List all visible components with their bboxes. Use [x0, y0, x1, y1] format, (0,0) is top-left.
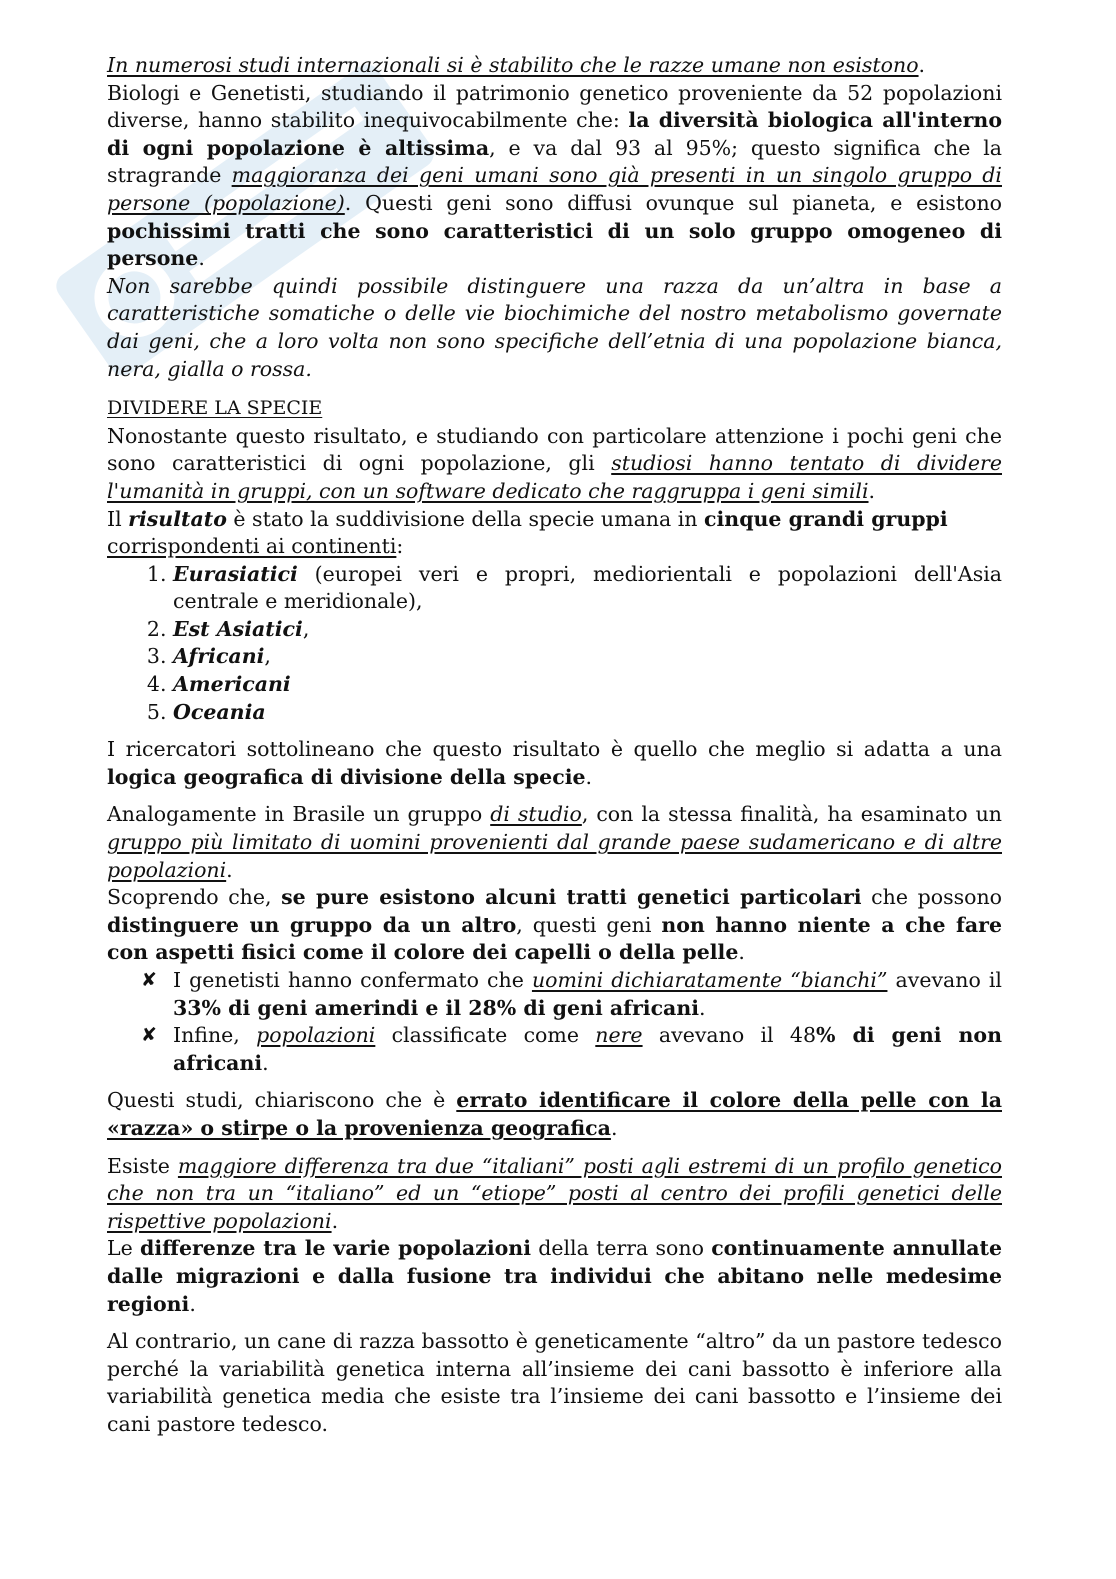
cross-mark-icon: ✘ [141, 969, 157, 991]
list-item: ✘ I genetisti hanno confermato che uomini dichiaratamente “bianchi” avevano il 33% di geni amerindi e il 28% di geni africani. [141, 968, 1002, 1020]
paragraph-researchers: I ricercatori sottolineano che questo risultato è quello che meglio si adatta a una logica geografica di divisione della specie. [107, 737, 1002, 789]
cross-mark-icon: ✘ [141, 1024, 157, 1047]
section-heading: DIVIDERE LA SPECIE [107, 397, 323, 420]
groups-list [107, 561, 1002, 727]
paragraph-discovering: Scoprendo che, se pure esistono alcuni tratti genetici particolari che possono distinguere un gruppo da un altro, questi geni non hanno niente a che fare con aspetti fisici come il colore dei capelli o della pelle. [107, 885, 1002, 965]
paragraph-dividing: Nonostante questo risultato, e studiando con particolare attenzione i pochi geni che sono caratteristici di ogni popolazione, gli studiosi hanno tentato di dividere l'umanità in gruppi, con un software dedicato che raggruppa i geni simili. [107, 423, 1002, 503]
list-item: 5. Oceania [173, 699, 1002, 727]
paragraph-differences: Le differenze tra le varie popolazioni della terra sono continuamente annullate dalle migrazioni e dalla fusione tra individui che abitano nelle medesime regioni. [107, 1236, 1002, 1316]
intro-statement: In numerosi studi internazionali si è stabilito che le razze umane non esistono. [107, 53, 926, 77]
findings-list [107, 967, 1002, 1077]
paragraph-result: Il risultato è stato la suddivisione della specie umana in cinque grandi gruppi corrispondenti ai continenti: [107, 506, 948, 559]
paragraph-dogs: Al contrario, un cane di razza bassotto è geneticamente “altro” da un pastore tedesco perché la variabilità genetica interna all’insieme dei cani bassotto è inferiore alla variabilità genetica media che esiste tra l’insieme dei cani bassotto e l’insieme dei cani pastore tedesco. [107, 1329, 1002, 1436]
paragraph-no-distinction: Non sarebbe quindi possibile distinguere una razza da un’altra in base a caratteristiche somatiche o delle vie biochimiche del nostro metabolismo governate dai geni, che a loro volta non sono specifiche dell’etnia di una popolazione bianca, nera, gialla o rossa. [107, 273, 1002, 381]
paragraph-brazil: Analogamente in Brasile un gruppo di studio, con la stessa finalità, ha esaminato un gruppo più limitato di uomini provenienti dal grande paese sudamericano e di altre popolazioni. [107, 802, 1002, 882]
paragraph-italians: Esiste maggiore differenza tra due “italiani” posti agli estremi di un profilo genetico che non tra un “italiano” ed un “etiope” posti al centro dei profili genetici delle rispettive popolazioni. [107, 1153, 1002, 1233]
paragraph-conclusion: Questi studi, chiariscono che è errato identificare il colore della pelle con la «razza» o stirpe o la provenienza geografica. [107, 1088, 1002, 1140]
document-body [107, 52, 1002, 1439]
list-item: 4. Americani [173, 671, 1002, 699]
paragraph-biologists: Biologi e Genetisti, studiando il patrimonio genetico proveniente da 52 popolazioni diverse, hanno stabilito inequivocabilmente che: la diversità biologica all'interno di ogni popolazione è altissima, e va dal 93 al 95%; questo significa che la stragrande maggioranza dei geni umani sono già presenti in un singolo gruppo di persone (popolazione). Questi geni sono diffusi ovunque sul pianeta, e esistono pochissimi tratti che sono caratteristici di un solo gruppo omogeneo di persone. [107, 80, 1003, 271]
list-item: ✘ Infine, popolazioni classificate come nere avevano il 48% di geni non africani. [141, 1023, 1003, 1075]
list-item: 1. Eurasiatici (europei veri e propri, mediorientali e popolazioni dell'Asia centrale e meridionale), [173, 561, 1002, 616]
list-item: 3. Africani, [173, 643, 1002, 671]
list-item: 2. Est Asiatici, [173, 616, 1002, 644]
